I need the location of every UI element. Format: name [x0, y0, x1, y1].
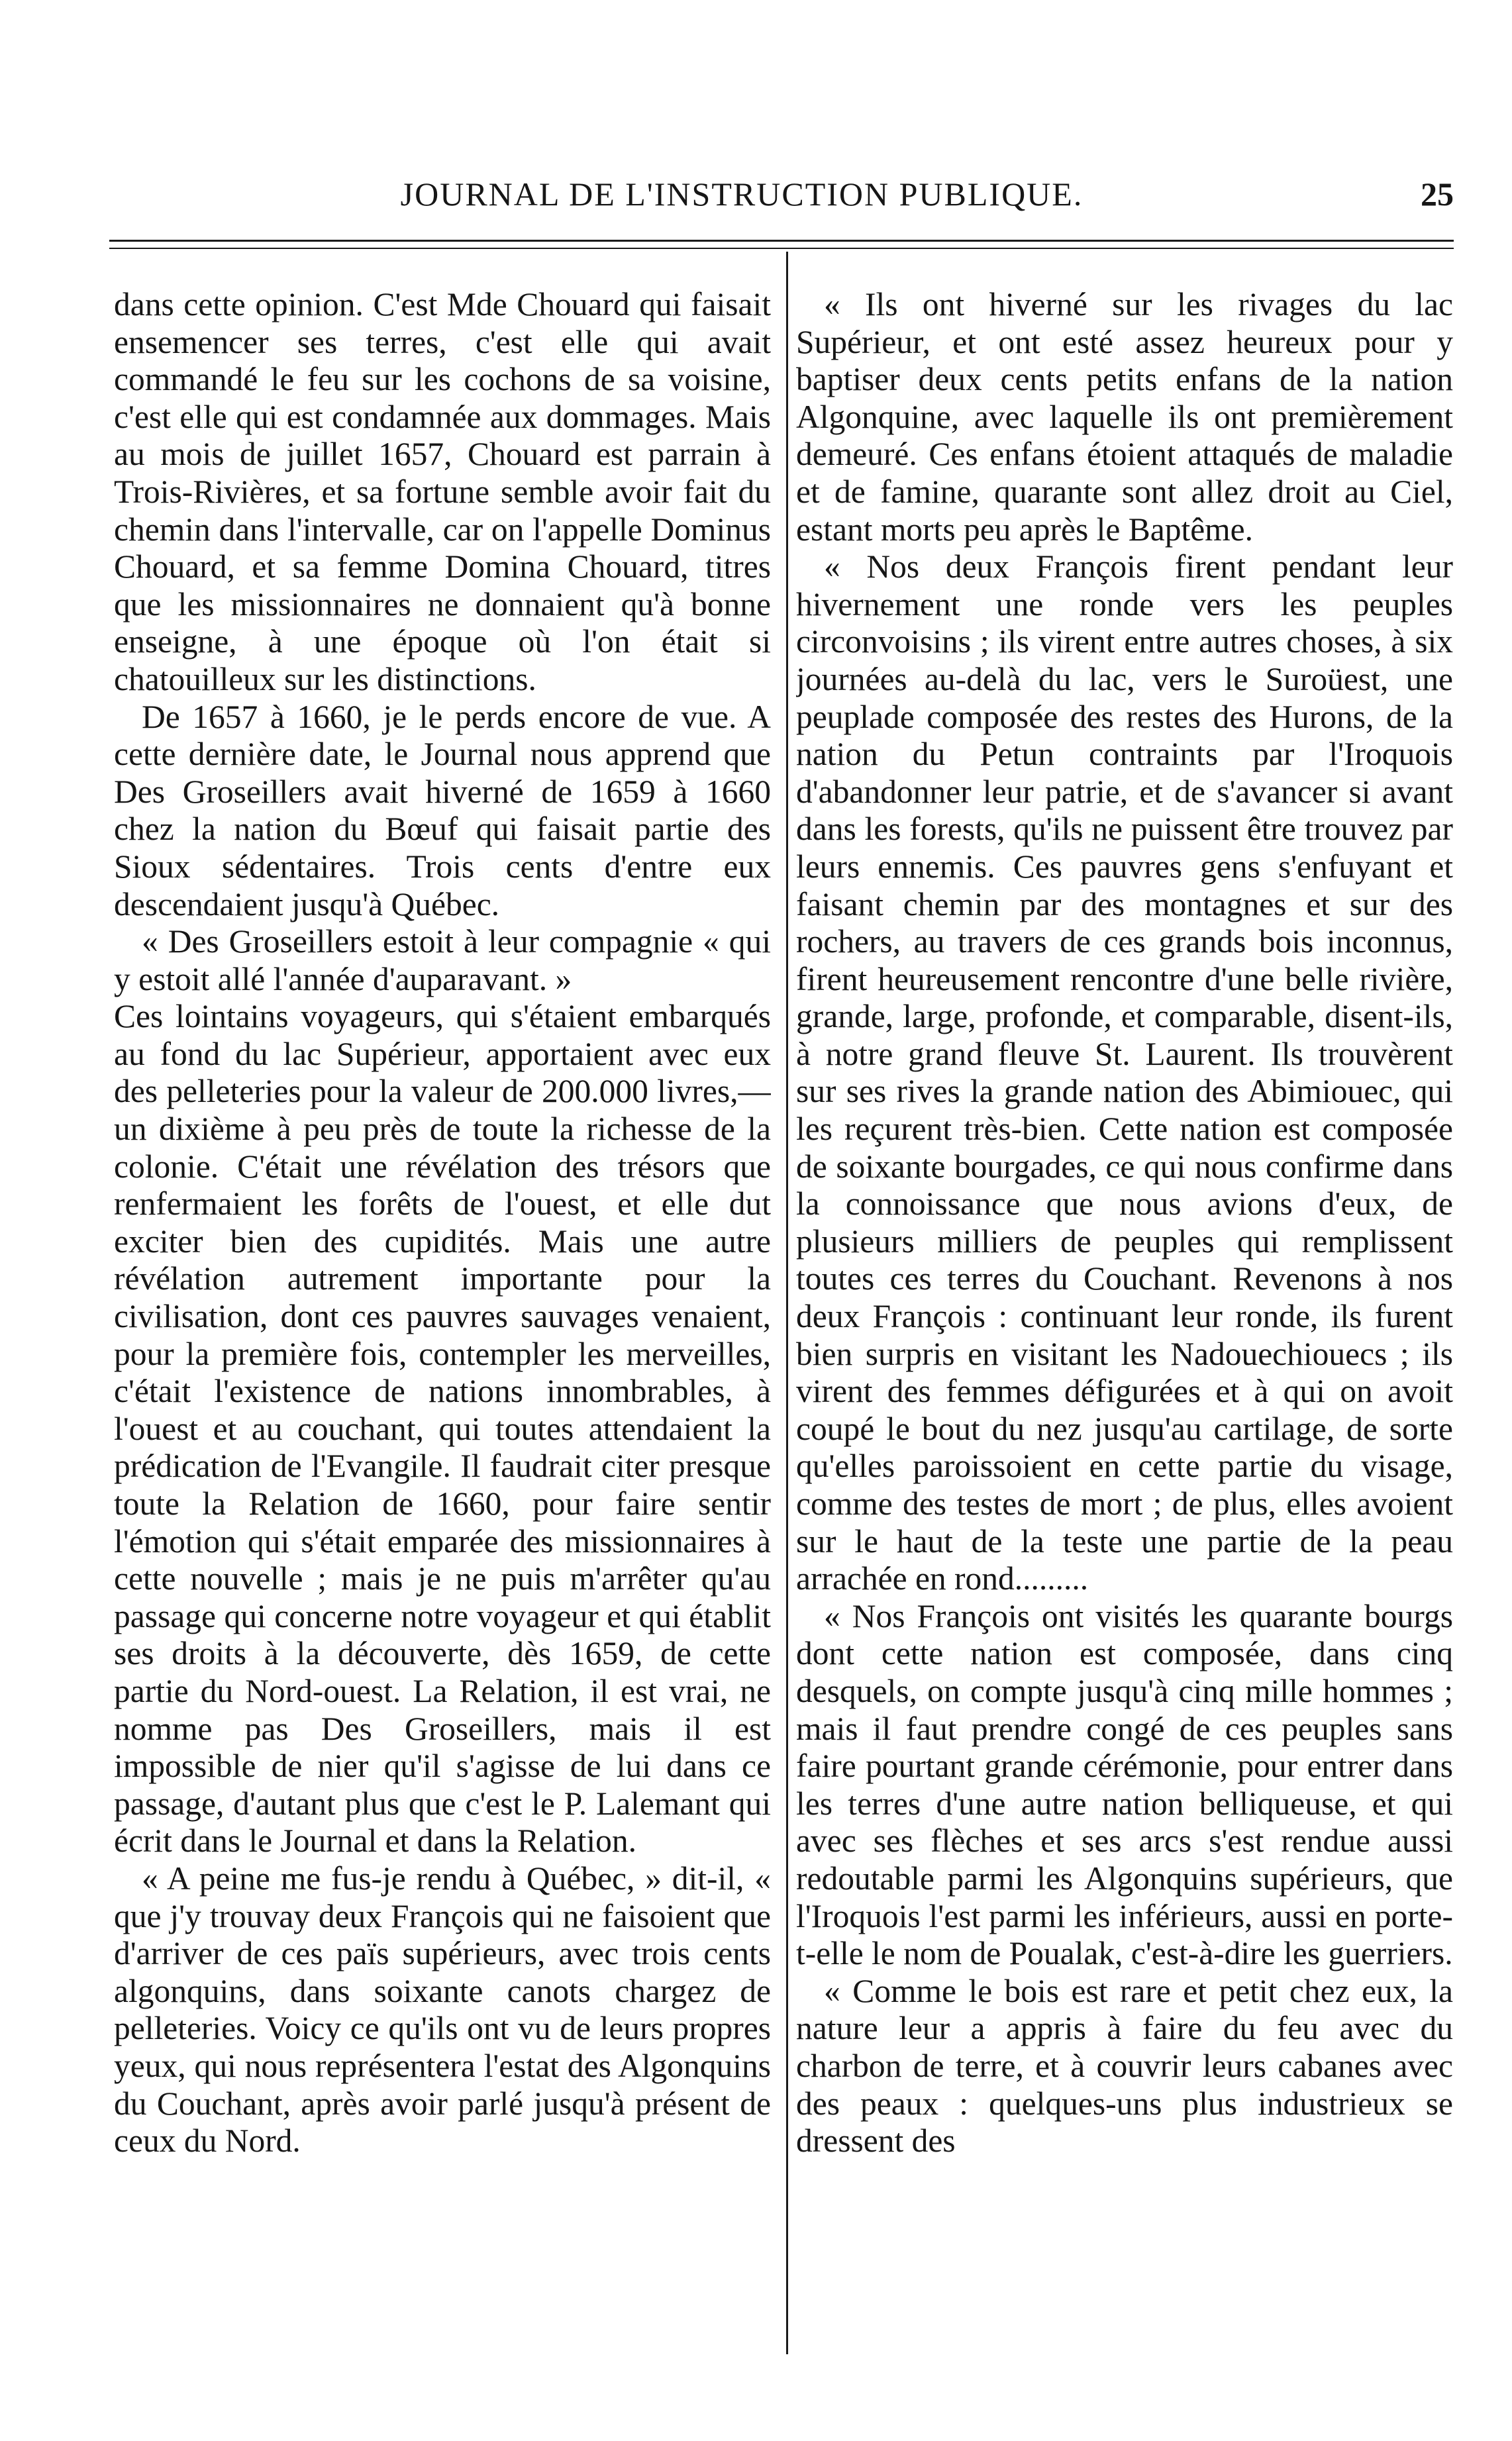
left-paragraph-4: Ces lointains voyageurs, qui s'étaient embarqués au fond du lac Supérieur, apportaient avec eux des pelleteries pour la valeur de 200.000 livres,—un dixième à peu près de toute la richesse de la colonie. C'était une révélation des trésors que renfermaient les forêts de l'ouest, et elle dut exciter bien des cupidités. Mais une autre révélation autrement importante pour la civilisation, dont ces pauvres sauvages venaient, pour la première fois, contempler les merveilles, c'était l'existence de nations innombrables, à l'ouest et au couchant, qui toutes attendaient la prédication de l'Evangile. Il faudrait citer presque toute la Relation de 1660, pour faire sentir l'émotion qui s'était emparée des missionnaires à cette nouvelle ; mais je ne puis m'arrêter qu'au passage qui concerne notre voyageur et qui établit ses droits à la découverte, dès 1659, de cette partie du Nord-ouest. La Relation, il est vrai, ne nomme pas Des Groseillers, mais il est impossible de nier qu'il s'agisse de lui dans ce passage, d'autant plus que c'est le P. Lalemant qui écrit dans le Journal et dans la Relation.	[114, 998, 771, 1860]
right-paragraph-3: « Nos François ont visités les quarante bourgs dont cette nation est composée, dans cinq desquels, on compte jusqu'à cinq mille hommes ; mais il faut prendre congé de ces peuples sans faire pourtant grande cérémonie, pour entrer dans les terres d'une autre nation belliqueuse, et qui avec ses flèches et ses arcs s'est rendue aussi redoutable parmi les Algonquins supérieurs, que l'Iroquois l'est parmi les inférieurs, aussi en porte-t-elle le nom de Poualak, c'est-à-dire les guerriers.	[796, 1597, 1453, 1972]
right-column	[796, 286, 1453, 2356]
page-number: 25	[1421, 175, 1454, 213]
left-paragraph-1: dans cette opinion. C'est Mde Chouard qui faisait ensemencer ses terres, c'est elle qui avait commandé le feu sur les cochons de sa voisine, c'est elle qui est condamnée aux dommages. Mais au mois de juillet 1657, Chouard est parrain à Trois-Rivières, et sa fortune semble avoir fait du chemin dans l'intervalle, car on l'appelle Dominus Chouard, et sa femme Domina Chouard, titres que les missionnaires ne donnaient qu'à bonne enseigne, à une époque où l'on était si chatouilleux sur les distinctions.	[114, 286, 771, 697]
left-paragraph-2: De 1657 à 1660, je le perds encore de vue. A cette dernière date, le Journal nous apprend que Des Groseillers avait hiverné de 1659 à 1660 chez la nation du Bœuf qui faisait partie des Sioux sédentaires. Trois cents d'entre eux descendaient jusqu'à Québec.	[114, 698, 771, 922]
running-head	[109, 164, 1454, 224]
running-title: JOURNAL DE L'INSTRUCTION PUBLIQUE.	[400, 175, 1084, 213]
header-rule-top	[109, 240, 1454, 242]
left-paragraph-5: « A peine me fus-je rendu à Québec, » dit-il, « que j'y trouvay deux François qui ne faisoient que d'arriver de ces païs supérieurs, avec trois cents algonquins, dans soixante canots chargez de pelleteries. Voicy ce qu'ils ont vu de leurs propres yeux, qui nous représentera l'estat des Algonquins du Couchant, après avoir parlé jusqu'à présent de ceux du Nord.	[114, 1860, 771, 2160]
column-divider	[786, 252, 788, 2354]
right-paragraph-2: « Nos deux François firent pendant leur hivernement une ronde vers les peuples circonvoisins ; ils virent entre autres choses, à six journées au-delà du lac, vers le Suroüest, une peuplade composée des restes des Hurons, de la nation du Petun contraints par l'Iroquois d'abandonner leur patrie, et de s'avancer si avant dans les forests, qu'ils ne puissent être trouvez par leurs ennemis. Ces pauvres gens s'enfuyant et faisant chemin par des montagnes et sur des rochers, au travers de ces grands bois inconnus, firent heureusement rencontre d'une belle rivière, grande, large, profonde, et comparable, disent-ils, à notre grand fleuve St. Laurent. Ils trouvèrent sur ses rives la grande nation des Abimiouec, qui les reçurent très-bien. Cette nation est composée de soixante bourgades, ce qui nous confirme dans la connoissance que nous avions d'eux, de plusieurs milliers de peuples qui remplissent toutes ces terres du Couchant. Revenons à nos deux François : continuant leur ronde, ils furent bien surpris en visitant les Nadouechiouecs ; ils virent des femmes défigurées et à qui on avoit coupé le bout du nez jusqu'au cartilage, de sorte qu'elles paroissoient en cette partie du visage, comme des testes de mort ; de plus, elles avoient sur le haut de la teste une partie de la peau arrachée en rond.........	[796, 548, 1453, 1597]
right-paragraph-1: « Ils ont hiverné sur les rivages du lac Supérieur, et ont esté assez heureux pour y baptiser deux cents petits enfans de la nation Algonquine, avec laquelle ils ont premièrement demeuré. Ces enfans étoient attaqués de maladie et de famine, quarante sont allez droit au Ciel, estant morts peu après le Baptême.	[796, 286, 1453, 548]
header-rule-bottom	[109, 248, 1454, 249]
left-column	[114, 286, 771, 2356]
left-paragraph-3: « Des Groseillers estoit à leur compagnie « qui y estoit allé l'année d'auparavant. »	[114, 923, 771, 997]
right-paragraph-4: « Comme le bois est rare et petit chez eux, la nature leur a appris à faire du feu avec du charbon de terre, et à couvrir leurs cabanes avec des peaux : quelques-uns plus industrieux se dressent des	[796, 1972, 1453, 2160]
